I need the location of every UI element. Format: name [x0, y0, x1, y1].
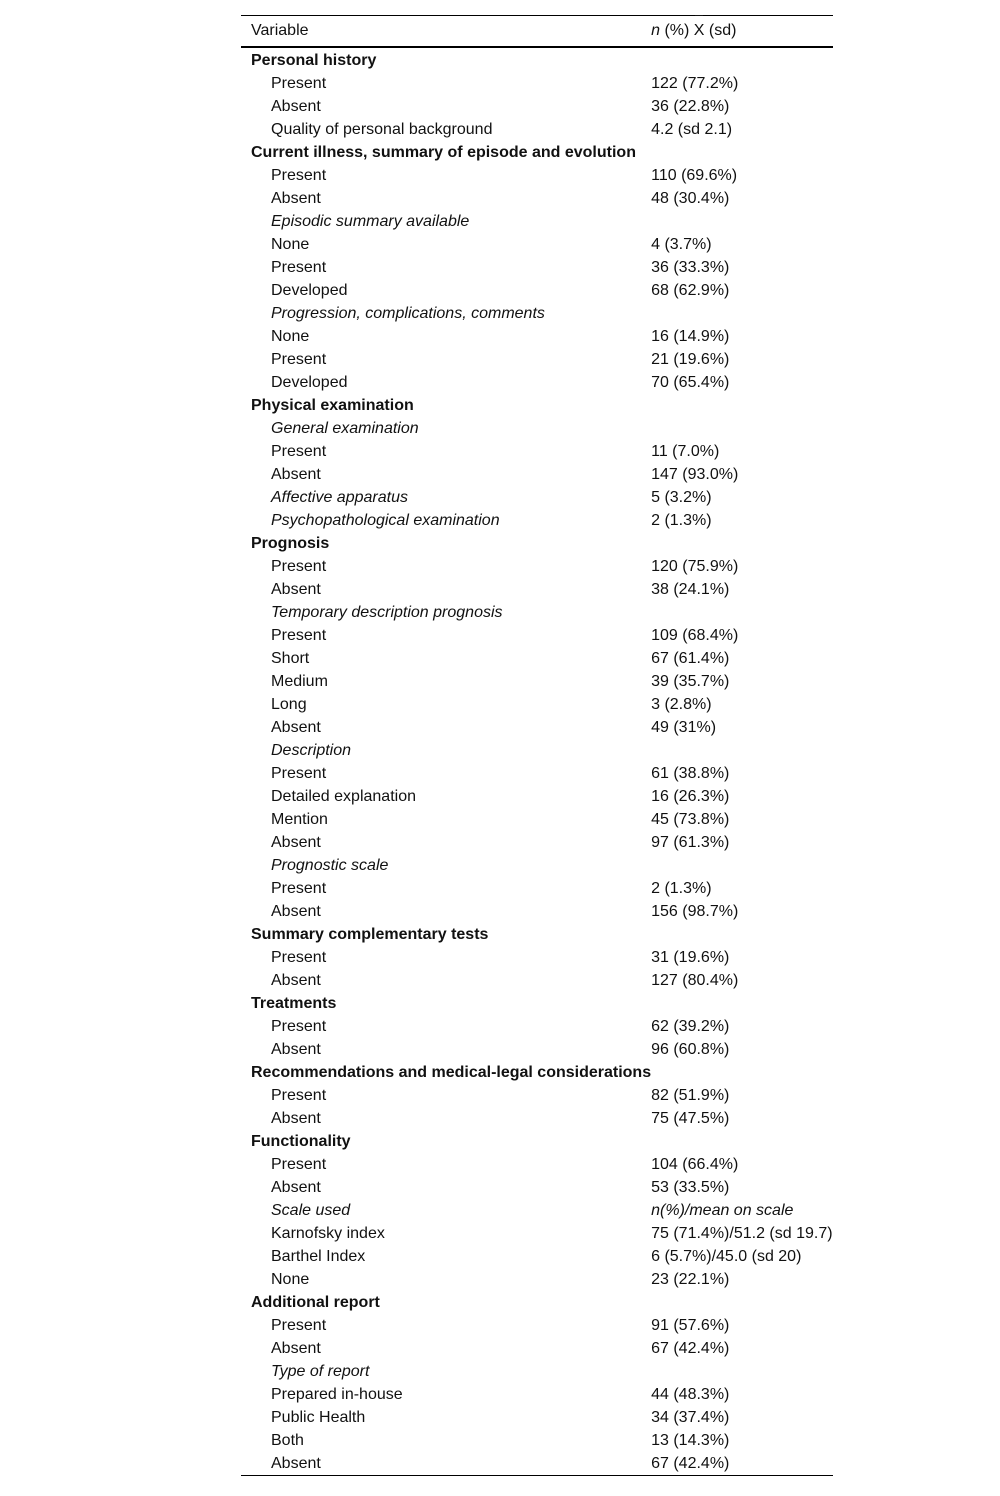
row-value: 82 (51.9%)	[651, 1087, 730, 1104]
row-value: 44 (48.3%)	[651, 1386, 730, 1403]
row-label: Present	[271, 75, 327, 92]
table-row	[241, 555, 833, 578]
table-row	[241, 1176, 833, 1199]
row-label: Absent	[271, 1455, 321, 1472]
row-label: Long	[271, 696, 307, 713]
section-row	[241, 923, 833, 946]
row-label: Public Health	[271, 1409, 366, 1426]
row-label: Physical examination	[251, 397, 414, 414]
section-row	[241, 1061, 833, 1084]
row-value	[651, 532, 832, 555]
row-value: 49 (31%)	[651, 719, 717, 736]
subheading-row	[241, 854, 833, 877]
row-label: Developed	[271, 374, 348, 391]
row-value: 67 (61.4%)	[651, 650, 730, 667]
row-label: Affective apparatus	[271, 489, 408, 506]
row-label: Absent	[271, 98, 321, 115]
row-label: Current illness, summary of episode and evolution	[251, 144, 636, 161]
table-row	[241, 1084, 833, 1107]
table-header	[241, 16, 833, 48]
header-row	[241, 16, 833, 48]
table-row	[241, 1107, 833, 1130]
table-row	[241, 348, 833, 371]
header-n: n	[651, 22, 661, 39]
table-row	[241, 440, 833, 463]
row-label: Temporary description prognosis	[271, 604, 503, 621]
table-row	[241, 1314, 833, 1337]
table-row	[241, 233, 833, 256]
table-row	[241, 95, 833, 118]
row-label: Present	[271, 1317, 327, 1334]
row-value: 147 (93.0%)	[651, 466, 739, 483]
row-label: Present	[271, 167, 327, 184]
row-label: Present	[271, 949, 327, 966]
row-value: 31 (19.6%)	[651, 949, 730, 966]
section-row	[241, 532, 833, 555]
row-label: Scale used	[271, 1202, 351, 1219]
row-label: Short	[271, 650, 310, 667]
header-mean: X	[694, 16, 705, 46]
header-sd: (sd)	[704, 22, 737, 39]
row-value: 38 (24.1%)	[651, 581, 730, 598]
subheading-row	[241, 1360, 833, 1383]
table-row	[241, 325, 833, 348]
row-value	[651, 854, 832, 877]
row-value: 68 (62.9%)	[651, 282, 730, 299]
table-row	[241, 1429, 833, 1452]
row-label: Present	[271, 351, 327, 368]
table-row	[241, 946, 833, 969]
table-row	[241, 785, 833, 808]
row-value: 48 (30.4%)	[651, 190, 730, 207]
row-value	[651, 1291, 832, 1314]
table-row	[241, 463, 833, 486]
row-value	[651, 302, 832, 325]
table-row	[241, 1038, 833, 1061]
table-row	[241, 1383, 833, 1406]
row-value: 16 (26.3%)	[651, 788, 730, 805]
row-value	[651, 1360, 832, 1383]
subheading-row	[241, 417, 833, 440]
row-label: Prognosis	[251, 535, 330, 552]
table-row	[241, 969, 833, 992]
row-value	[651, 1061, 832, 1084]
row-value	[651, 739, 832, 762]
row-value: 53 (33.5%)	[651, 1179, 730, 1196]
row-value: 16 (14.9%)	[651, 328, 730, 345]
table-body	[241, 47, 833, 1476]
table-row	[241, 808, 833, 831]
table-row	[241, 1268, 833, 1291]
table-row	[241, 371, 833, 394]
row-label: Detailed explanation	[271, 788, 416, 805]
row-label: Present	[271, 880, 327, 897]
row-value: 11 (7.0%)	[651, 443, 720, 460]
table-row	[241, 716, 833, 739]
table-row	[241, 256, 833, 279]
row-label: Prognostic scale	[271, 857, 389, 874]
row-value: 61 (38.8%)	[651, 765, 730, 782]
row-value: 5 (3.2%)	[651, 489, 712, 506]
row-label: Recommendations and medical-legal considerations	[251, 1064, 652, 1081]
row-value: 4.2 (sd 2.1)	[651, 121, 733, 138]
row-label: Absent	[271, 1340, 321, 1357]
row-value: 75 (47.5%)	[651, 1110, 730, 1127]
header-pct: (%)	[660, 22, 694, 39]
row-label: Karnofsky index	[271, 1225, 385, 1242]
row-value: 34 (37.4%)	[651, 1409, 730, 1426]
row-value: 21 (19.6%)	[651, 351, 730, 368]
table-row	[241, 1452, 833, 1476]
row-label: Absent	[271, 466, 321, 483]
table-row	[241, 877, 833, 900]
row-value: 70 (65.4%)	[651, 374, 730, 391]
section-row	[241, 47, 833, 72]
section-row	[241, 141, 833, 164]
row-label: Absent	[271, 1041, 321, 1058]
row-value: 2 (1.3%)	[651, 512, 712, 529]
row-value	[651, 923, 832, 946]
row-label: Both	[271, 1432, 304, 1449]
row-value	[651, 417, 832, 440]
row-label: Absent	[271, 903, 321, 920]
row-value: 6 (5.7%)/45.0 (sd 20)	[651, 1248, 802, 1265]
row-label: Absent	[271, 1179, 321, 1196]
section-row	[241, 992, 833, 1015]
row-label: Developed	[271, 282, 348, 299]
row-value	[651, 394, 832, 417]
table-row	[241, 187, 833, 210]
row-label: Quality of personal background	[271, 121, 493, 138]
row-label: Present	[271, 259, 327, 276]
row-label: Description	[271, 742, 352, 759]
row-value: 2 (1.3%)	[651, 880, 712, 897]
subheading-row	[241, 601, 833, 624]
table-row	[241, 831, 833, 854]
table-row	[241, 624, 833, 647]
row-value	[651, 1130, 832, 1153]
row-label: Barthel Index	[271, 1248, 366, 1265]
row-label: Absent	[271, 972, 321, 989]
row-value: 3 (2.8%)	[651, 696, 712, 713]
row-label: Present	[271, 443, 327, 460]
row-value: 97 (61.3%)	[651, 834, 730, 851]
subheading-row	[241, 739, 833, 762]
row-value: 104 (66.4%)	[651, 1156, 739, 1173]
row-value: 67 (42.4%)	[651, 1455, 730, 1472]
row-value: 4 (3.7%)	[651, 236, 712, 253]
row-label: None	[271, 1271, 310, 1288]
row-label: Absent	[271, 1110, 321, 1127]
row-value: 96 (60.8%)	[651, 1041, 730, 1058]
row-label: Mention	[271, 811, 328, 828]
row-label: Absent	[271, 719, 321, 736]
row-value: 122 (77.2%)	[651, 75, 739, 92]
section-row	[241, 1291, 833, 1314]
table-row	[241, 762, 833, 785]
row-value: 109 (68.4%)	[651, 627, 739, 644]
table-row	[241, 647, 833, 670]
row-label: Present	[271, 1087, 327, 1104]
subheading-row	[241, 210, 833, 233]
table-row	[241, 118, 833, 141]
row-value: 36 (22.8%)	[651, 98, 730, 115]
row-label: Personal history	[251, 52, 377, 69]
row-value: 156 (98.7%)	[651, 903, 739, 920]
row-label: Medium	[271, 673, 328, 690]
row-label: Present	[271, 627, 327, 644]
row-value: 67 (42.4%)	[651, 1340, 730, 1357]
row-label: Present	[271, 1156, 327, 1173]
subheading-row	[241, 1199, 833, 1222]
row-value	[651, 601, 832, 624]
table-row	[241, 1245, 833, 1268]
row-value: 45 (73.8%)	[651, 811, 730, 828]
table-container	[241, 15, 833, 1476]
section-row	[241, 394, 833, 417]
row-value	[651, 210, 832, 233]
row-value	[651, 47, 832, 72]
row-label: None	[271, 236, 310, 253]
row-value: n(%)/mean on scale	[651, 1202, 794, 1219]
row-label: Functionality	[251, 1133, 351, 1150]
section-row	[241, 1130, 833, 1153]
subheading-row	[241, 509, 833, 532]
row-label: Treatments	[251, 995, 337, 1012]
row-value: 39 (35.7%)	[651, 673, 730, 690]
row-label: Absent	[271, 190, 321, 207]
row-value: 120 (75.9%)	[651, 558, 739, 575]
row-label: Absent	[271, 834, 321, 851]
row-label: Episodic summary available	[271, 213, 470, 230]
table-row	[241, 693, 833, 716]
row-label: Additional report	[251, 1294, 380, 1311]
row-value: 36 (33.3%)	[651, 259, 730, 276]
row-value: 127 (80.4%)	[651, 972, 739, 989]
row-label: General examination	[271, 420, 419, 437]
table-row	[241, 72, 833, 95]
table-row	[241, 1015, 833, 1038]
row-label: Psychopathological examination	[271, 512, 500, 529]
subheading-row	[241, 486, 833, 509]
table-row	[241, 578, 833, 601]
table-row	[241, 1153, 833, 1176]
row-value: 91 (57.6%)	[651, 1317, 730, 1334]
row-value: 13 (14.3%)	[651, 1432, 730, 1449]
table-row	[241, 1406, 833, 1429]
table-row	[241, 670, 833, 693]
row-label: None	[271, 328, 310, 345]
row-value: 110 (69.6%)	[651, 167, 738, 184]
row-label: Type of report	[271, 1363, 370, 1380]
table-row	[241, 1222, 833, 1245]
data-table	[241, 15, 833, 1476]
row-label: Present	[271, 765, 327, 782]
subheading-row	[241, 302, 833, 325]
row-label: Prepared in-house	[271, 1386, 403, 1403]
header-stats	[651, 16, 832, 48]
header-variable: Variable	[251, 22, 309, 39]
row-label: Summary complementary tests	[251, 926, 489, 943]
table-row	[241, 164, 833, 187]
table-row	[241, 1337, 833, 1360]
row-label: Present	[271, 558, 327, 575]
table-row	[241, 900, 833, 923]
row-value: 62 (39.2%)	[651, 1018, 730, 1035]
row-value: 75 (71.4%)/51.2 (sd 19.7)	[651, 1225, 833, 1242]
row-value: 23 (22.1%)	[651, 1271, 730, 1288]
row-value	[651, 141, 832, 164]
row-value	[651, 992, 832, 1015]
row-label: Absent	[271, 581, 321, 598]
table-row	[241, 279, 833, 302]
row-label: Progression, complications, comments	[271, 305, 545, 322]
row-label: Present	[271, 1018, 327, 1035]
